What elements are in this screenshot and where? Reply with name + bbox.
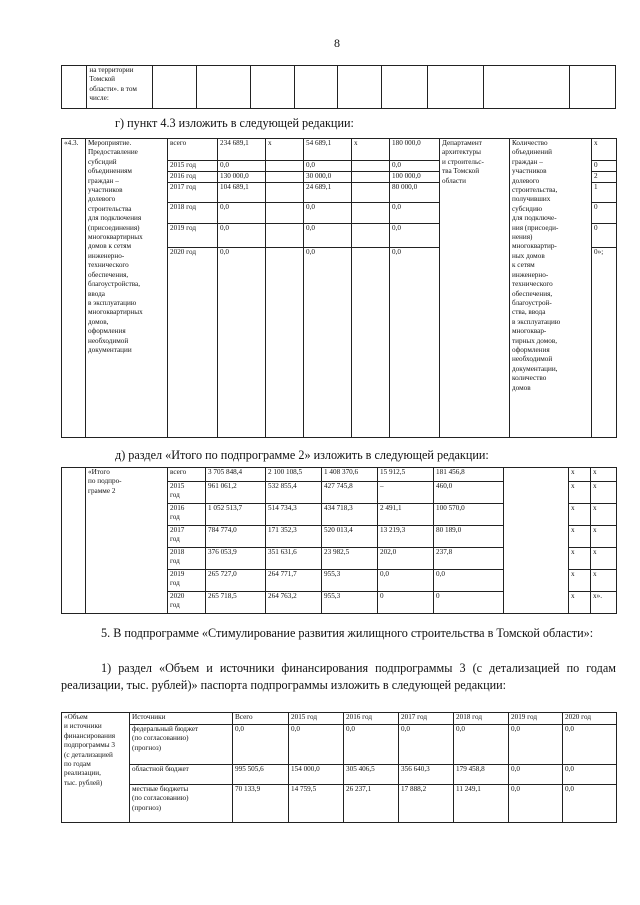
table-row: 2017 год 784 774,0 171 352,3 520 013,4 13 219,3 80 189,0 х х bbox=[62, 526, 617, 548]
table-row: 2019 год 265 727,0 264 771,7 955,3 0,0 0,0 х х bbox=[62, 570, 617, 592]
top-table-fragment bbox=[61, 65, 616, 109]
table-item-4-3 bbox=[61, 138, 617, 438]
table-row: 2020 год 0,0 0,0 0,0 0»; bbox=[62, 248, 617, 438]
paragraph-5: 5. В подпрограмме «Стимулирование развития жилищного строительства в Томской области»: bbox=[101, 626, 594, 640]
financing-label: «Объем и источники финансирования подпрограммы 3 (с детализацией по годам реализации, тыс. рублей) bbox=[62, 713, 130, 823]
table-row: 2016 год 130 000,0 30 000,0 100 000,0 2 bbox=[62, 172, 617, 183]
page-number: 8 bbox=[334, 36, 340, 50]
table-row: 2015 год 0,0 0,0 0,0 0 bbox=[62, 161, 617, 172]
table-row: 2015 год 961 061,2 532 855,4 427 745,8 – 460,0 х х bbox=[62, 482, 617, 504]
table-row: федеральный бюджет (по согласованию) (прогноз) 0,0 0,0 0,0 0,0 0,0 0,0 0,0 bbox=[62, 725, 617, 765]
table-row: 2020 год 265 718,5 264 763,2 955,3 0 0 х х». bbox=[62, 592, 617, 614]
table-row: 2017 год 104 689,1 24 689,1 80 000,0 1 bbox=[62, 183, 617, 203]
item-executor: Департамент архитектуры и строительс- тва Томской области bbox=[440, 139, 510, 438]
table-row: «Итого по подпро- грамме 2 всего 3 705 848,4 2 100 108,5 1 408 370,6 15 912,5 181 456,8 х х bbox=[62, 468, 617, 482]
table-row: 2018 год 376 053,9 351 631,6 23 982,5 202,0 237,8 х х bbox=[62, 548, 617, 570]
heading-item-4-3: г) пункт 4.3 изложить в следующей редакции: bbox=[115, 116, 354, 130]
table-row: 2016 год 1 052 513,7 514 734,3 434 718,3 2 491,1 100 570,0 х х bbox=[62, 504, 617, 526]
table-itogo-subprogram-2 bbox=[61, 467, 617, 614]
table-row: местные бюджеты (по согласованию) (прогноз) 70 133,9 14 759,5 26 237,1 17 888,2 11 249,1 0,0 0,0 bbox=[62, 785, 617, 823]
item-indicator: Количество объединений граждан – участников долевого строительства, получивших субсидию для подключе- ния (присоеди- нения) многоквартир- ных домов к сетям инженерно- технического обеспечения, благоустрой- ства, ввода в эксплуатацию многоквар- тирных домов, оформления необходимой документации, количество домов bbox=[510, 139, 592, 438]
table-financing-subprogram-3 bbox=[61, 712, 617, 823]
table-row: 2019 год 0,0 0,0 0,0 0 bbox=[62, 224, 617, 248]
heading-itogo: д) раздел «Итого по подпрограмме 2» изложить в следующей редакции: bbox=[115, 448, 489, 462]
table-row: 2018 год 0,0 0,0 0,0 0 bbox=[62, 203, 617, 224]
top-table-text: на территории Томской области». в том числе: bbox=[87, 66, 153, 109]
table-row: «4.3. Мероприятие. Предоставление субсидий объединениям граждан – участников долевого строительства для подключения (присоединения) многоквартирных домов к сетям инженерно- технического обеспечения, благоустройства, ввода в эксплуатацию многоквартирных домов, оформления необходимой документации всего 234 689,1 х 54 689,1 х 180 000,0 Департамент архитектуры и строительс- тва Томской области Количество объединений граждан – участников долевого строительства, получивших субсидию для подключе- ния (присоеди- нения) многоквартир- ных домов к сетям инженерно- технического обеспечения, благоустрой- ства, ввода в эксплуатацию многоквар- тирных домов, оформления необходимой документации, количество домов х bbox=[62, 139, 617, 161]
table-row: областной бюджет 995 505,6 154 000,0 305 406,5 356 640,3 179 458,8 0,0 0,0 bbox=[62, 765, 617, 785]
item-number: «4.3. bbox=[62, 139, 86, 438]
paragraph-5-1: 1) раздел «Объем и источники финансирования подпрограммы 3 (с детализацией по годам реализации, тыс. рублей)» паспорта подпрограммы изложить в следующей редакции: bbox=[61, 661, 616, 692]
item-event: Мероприятие. Предоставление субсидий объединениям граждан – участников долевого строительства для подключения (присоединения) многоквартирных домов к сетям инженерно- технического обеспечения, благоустройства, ввода в эксплуатацию многоквартирных домов, оформления необходимой документации bbox=[86, 139, 168, 438]
table-header-row: «Объем и источники финансирования подпрограммы 3 (с детализацией по годам реализации, тыс. рублей) Источники Всего 2015 год 2016 год 2017 год 2018 год 2019 год 2020 год bbox=[62, 713, 617, 725]
itogo-label: «Итого по подпро- грамме 2 bbox=[86, 468, 168, 614]
